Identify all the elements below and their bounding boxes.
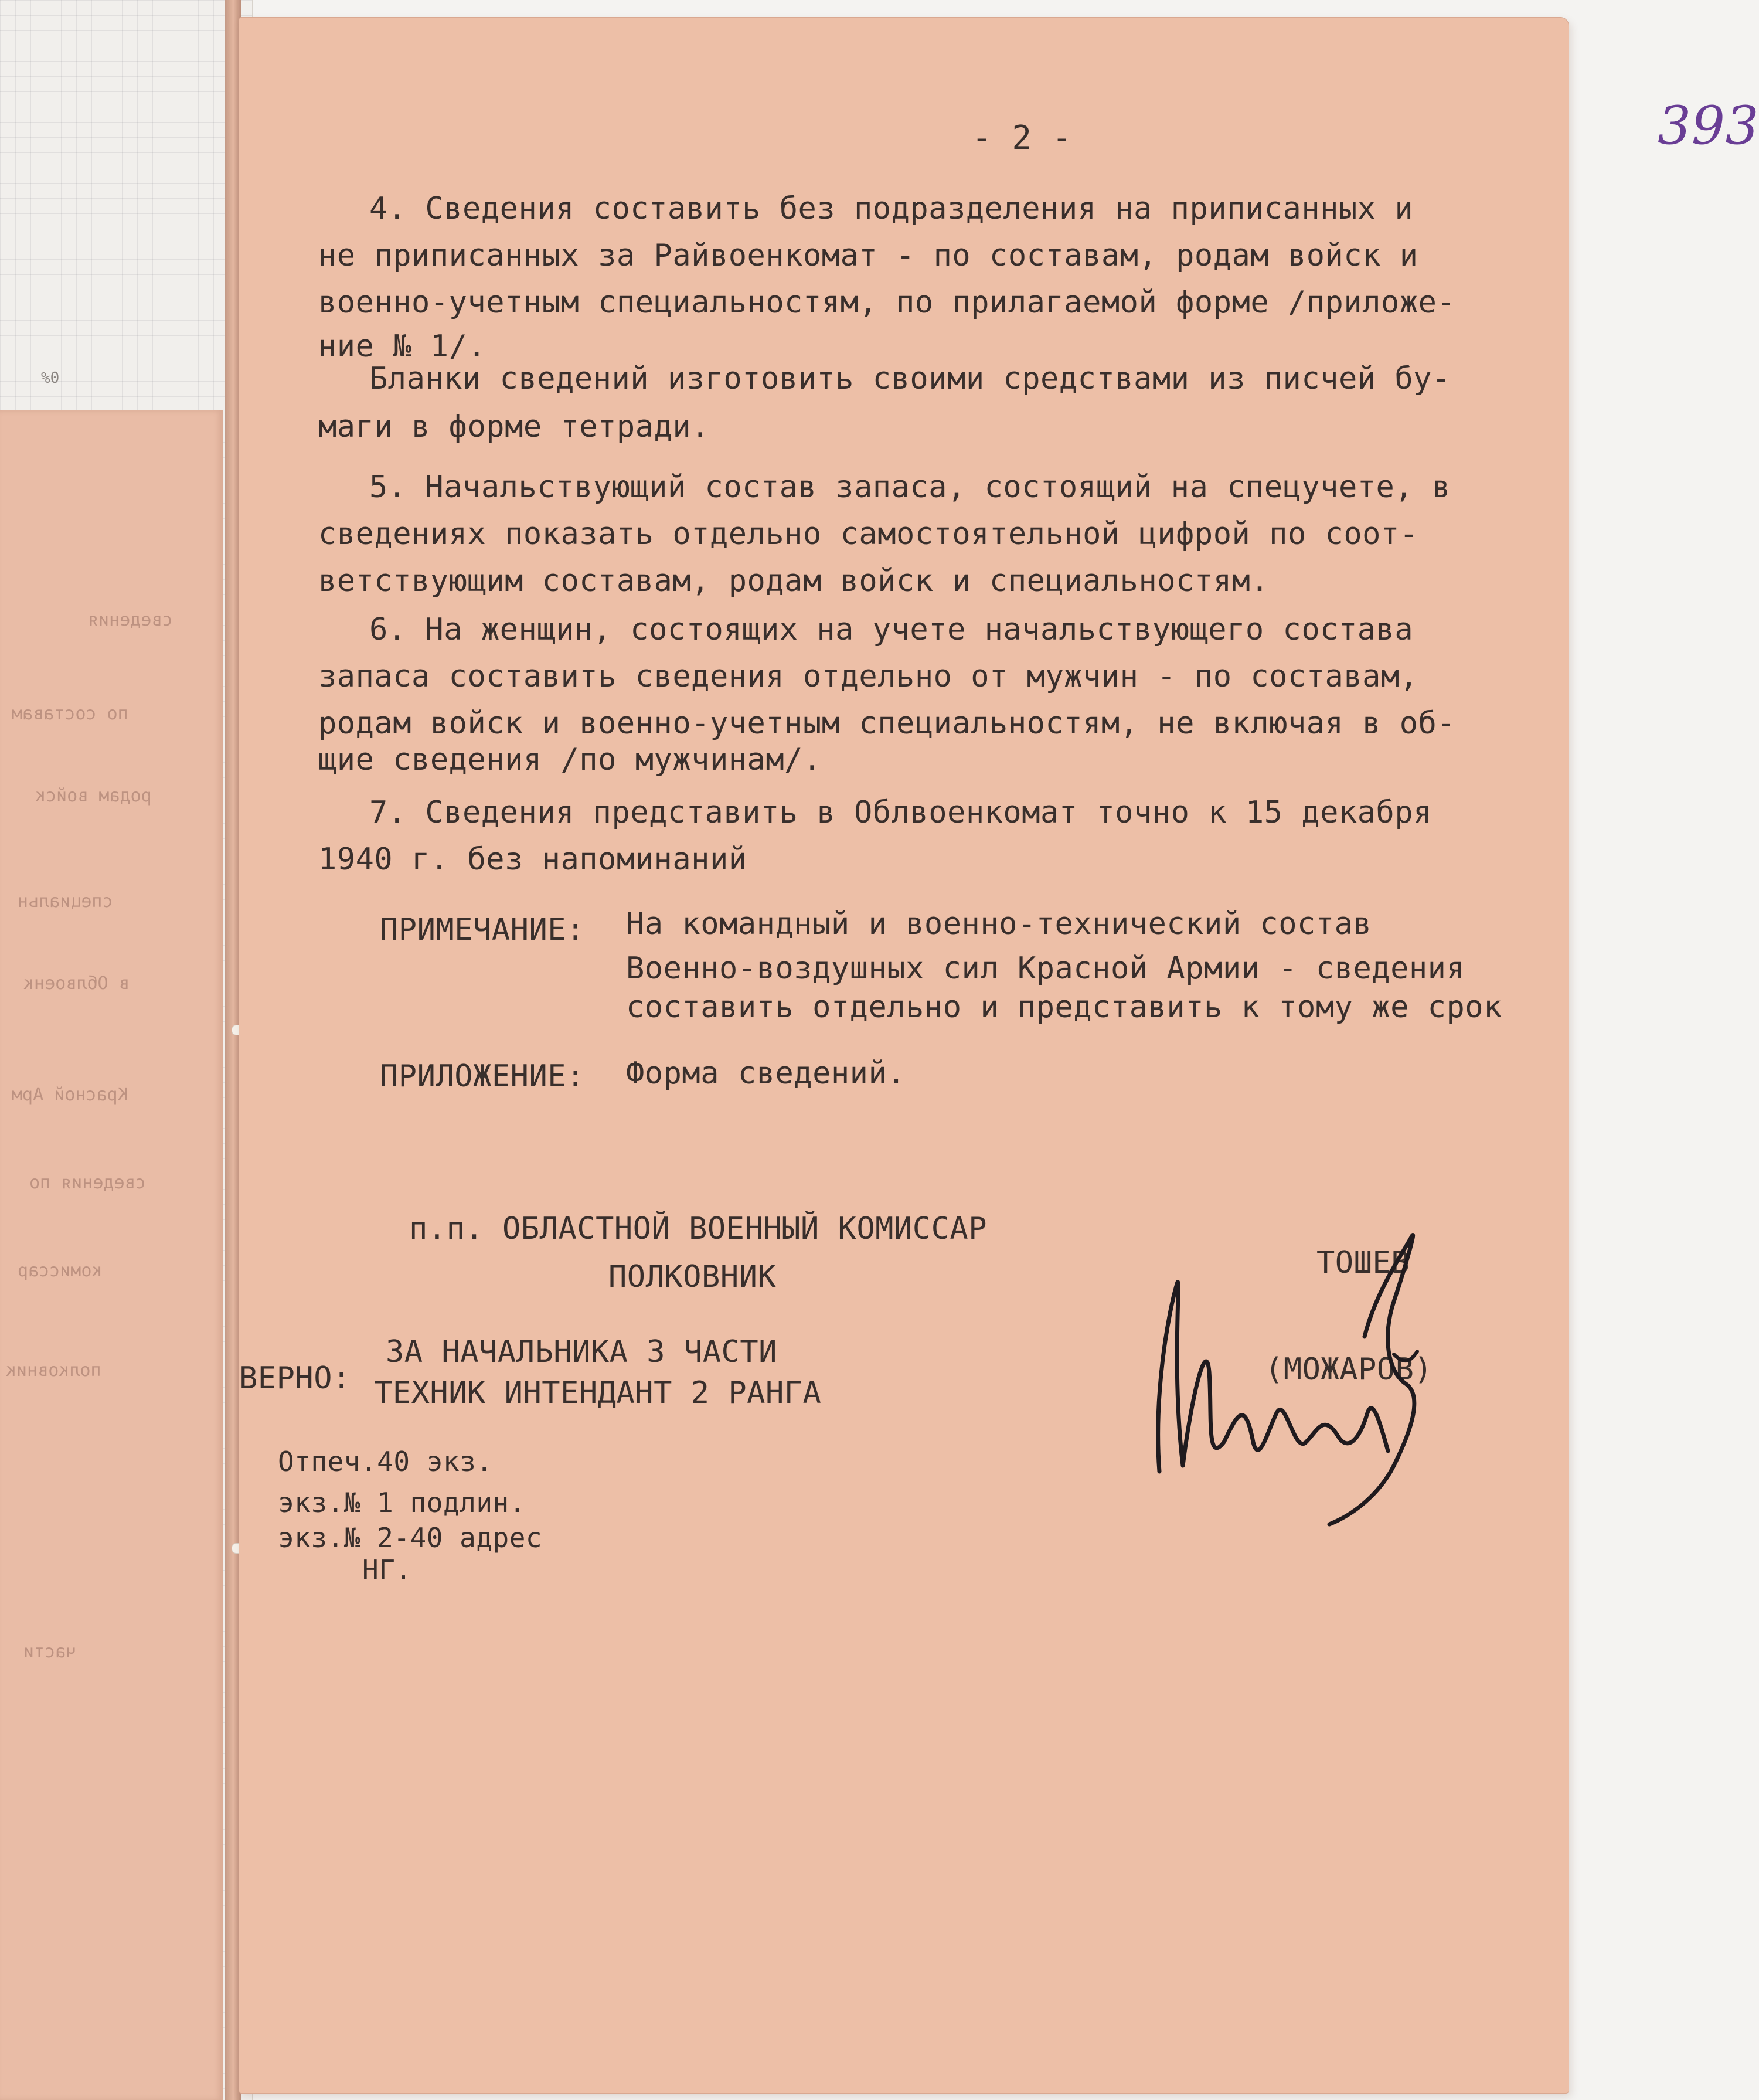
bleed-text: родам войск: [35, 786, 152, 806]
signatory-title: п.п. ОБЛАСТНОЙ ВОЕННЫЙ КОМИССАР: [409, 1211, 988, 1246]
bleed-text: по составам: [12, 704, 128, 724]
certifier-title: ЗА НАЧАЛЬНИКА 3 ЧАСТИ: [386, 1334, 777, 1370]
archive-folio-number: 393: [1658, 95, 1759, 157]
note-line: Военно-воздушных сил Красной Армии - сведения: [626, 951, 1465, 986]
paragraph-7-line: 1940 г. без напоминаний: [318, 842, 747, 877]
distribution-line: экз.№ 1 подлин.: [278, 1487, 526, 1518]
paragraph-4-line: не приписанных за Райвоенкомат - по составам, родам войск и: [318, 238, 1418, 273]
attachment-label: ПРИЛОЖЕНИЕ:: [380, 1059, 585, 1094]
paragraph-5-line: сведениях показать отдельно самостоятельной цифрой по соот-: [318, 516, 1418, 552]
note-line: составить отдельно и представить к тому же срок: [626, 990, 1502, 1025]
blanks-line: Бланки сведений изготовить своими средствами из писчей бу-: [369, 361, 1451, 396]
paragraph-5-line: ветствующим составам, родам войск и специальностям.: [318, 563, 1270, 599]
paragraph-7-line: 7. Сведения представить в Облвоенкомат точно к 15 декабря: [369, 795, 1432, 830]
distribution-line: НГ.: [362, 1554, 412, 1586]
paragraph-6-line: родам войск и военно-учетным специальностям, не включая в об-: [318, 706, 1456, 741]
bleed-text: комиссар: [18, 1260, 103, 1281]
signatory-name: ТОШЕВ: [1316, 1245, 1410, 1280]
bleed-text: полковник: [6, 1360, 101, 1381]
distribution-line: Отпеч.40 экз.: [278, 1446, 493, 1477]
document-page: [239, 18, 1759, 2093]
note-line: На командный и военно-технический состав: [626, 906, 1372, 942]
paragraph-4-line: ние № 1/.: [318, 329, 486, 364]
paragraph-6-line: щие сведения /по мужчинам/.: [318, 742, 822, 777]
distribution-line: экз.№ 2-40 адрес: [278, 1522, 543, 1554]
note-label: ПРИМЕЧАНИЕ:: [380, 912, 585, 947]
page-number: - 2 -: [972, 119, 1073, 157]
paragraph-5-line: 5. Начальствующий состав запаса, состоящий на спецучете, в: [369, 470, 1451, 505]
bleed-text: специальн: [18, 891, 113, 912]
paragraph-6-line: 6. На женщин, состоящих на учете начальствующего состава: [369, 612, 1414, 647]
bleed-text: Красной Арм: [12, 1085, 128, 1105]
left-page-mark: %0: [41, 369, 60, 387]
bleed-text: в Облвоенк: [23, 973, 130, 994]
certifier-name: (МОЖАРОВ): [1265, 1352, 1433, 1387]
signatory-rank: ПОЛКОВНИК: [608, 1259, 777, 1294]
attachment-text: Форма сведений.: [626, 1056, 906, 1091]
paragraph-6-line: запаса составить сведения отдельно от мужчин - по составам,: [318, 659, 1418, 694]
underlying-sheet-edge: [0, 410, 223, 2100]
bleed-text: сведения по: [29, 1173, 146, 1193]
paragraph-4-line: 4. Сведения составить без подразделения на приписанных и: [369, 191, 1414, 226]
bleed-text: части: [23, 1642, 77, 1662]
blanks-line: маги в форме тетради.: [318, 409, 710, 444]
handwritten-signature: [1136, 1219, 1441, 1536]
verno-label: ВЕРНО:: [239, 1361, 351, 1396]
paragraph-4-line: военно-учетным специальностям, по прилагаемой форме /приложе-: [318, 285, 1456, 320]
certifier-rank: ТЕХНИК ИНТЕНДАНТ 2 РАНГА: [374, 1375, 822, 1411]
bleed-text: сведения: [88, 610, 173, 630]
